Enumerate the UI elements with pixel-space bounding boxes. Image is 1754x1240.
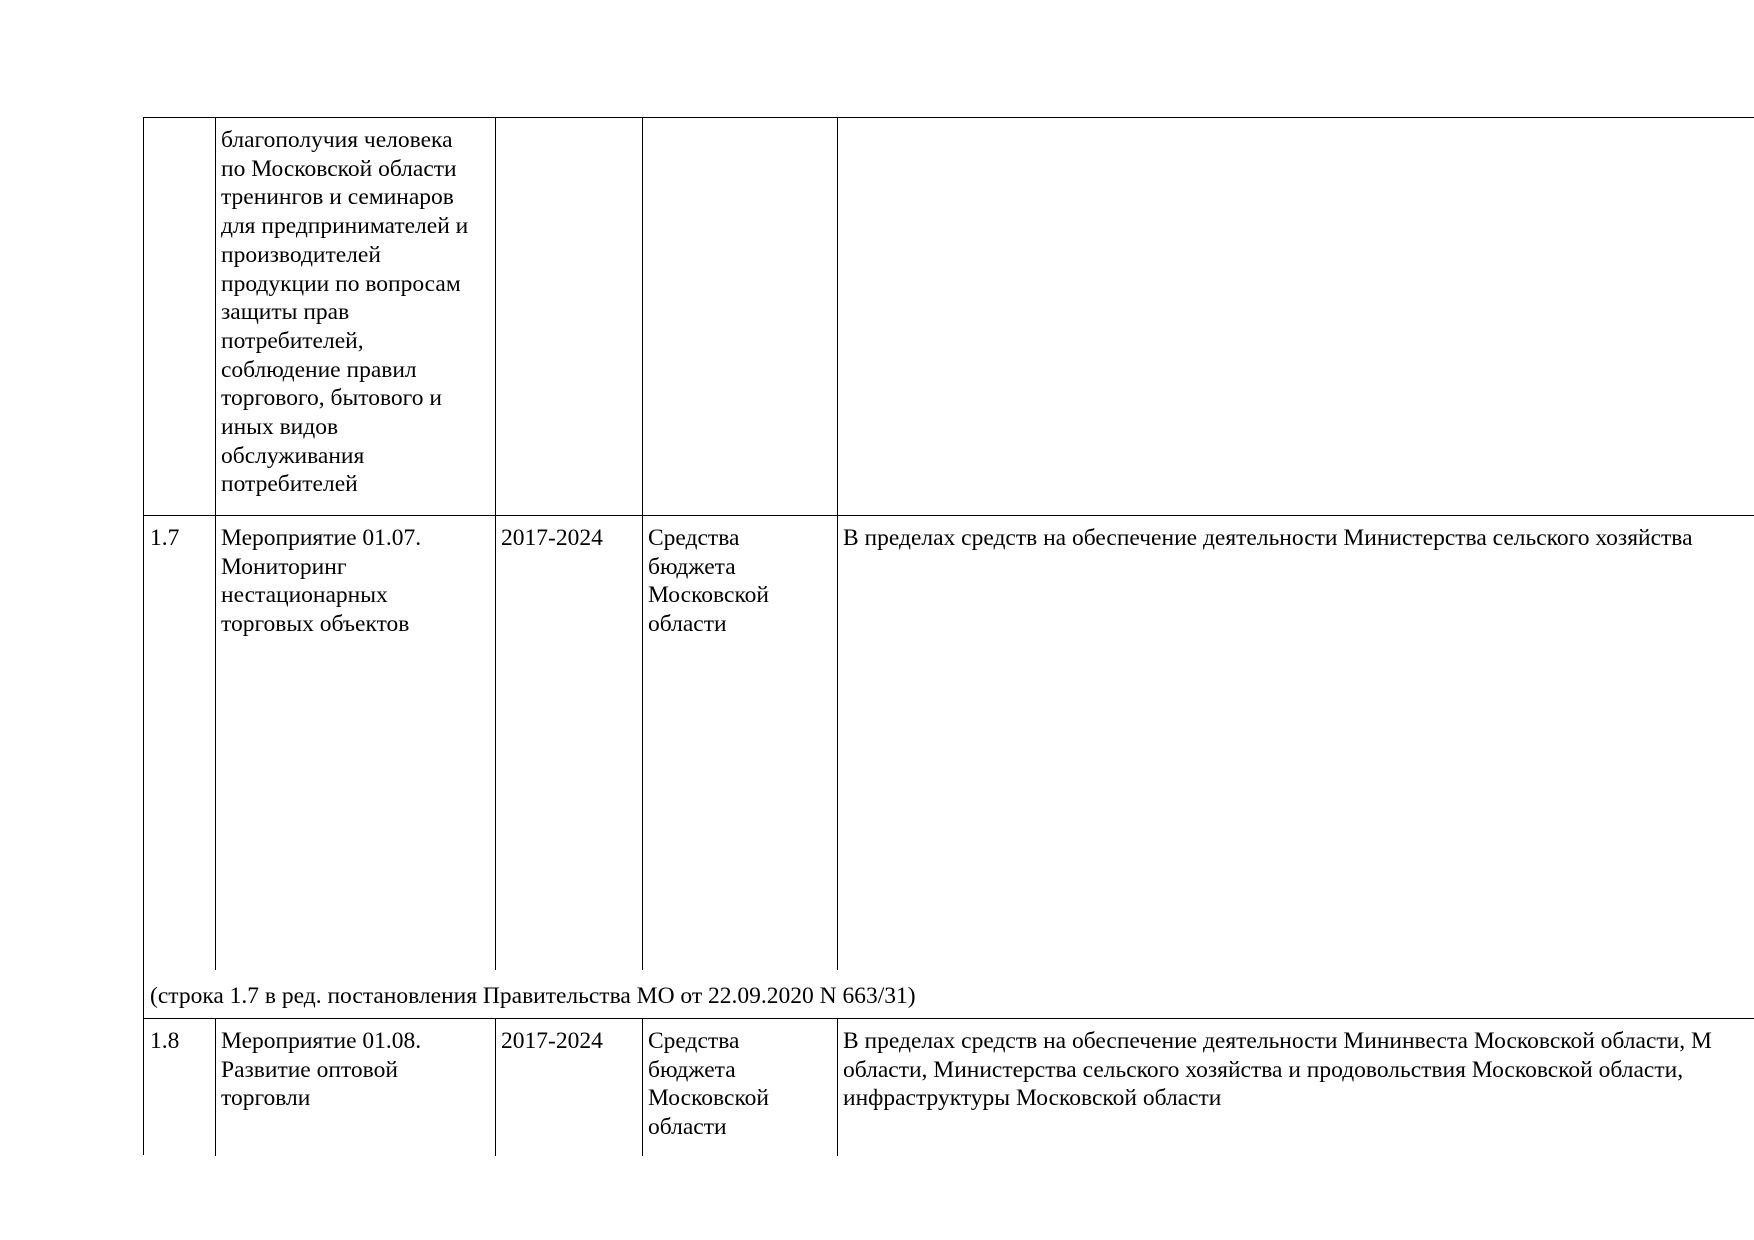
column-divider xyxy=(642,118,643,516)
column-divider xyxy=(495,1019,496,1156)
column-divider xyxy=(642,516,643,970)
activity-name: благополучия человека по Московской области тренингов и семинаров для предпринимателей и производителей продукции по вопросам защиты прав потребителей, соблюдение правил торгового, бытового и иных видов обслуживания потребителей xyxy=(221,127,469,498)
table-row-continued xyxy=(144,118,1754,516)
activity-period xyxy=(495,118,642,126)
funding-source: Средства бюджета Московской области xyxy=(648,525,769,638)
activity-name: Мероприятие 01.07. Мониторинг нестационарных торговых объектов xyxy=(221,525,422,638)
edition-note: (строка 1.7 в ред. постановления Правительства МО от 22.09.2020 N 663/31) xyxy=(150,983,916,1009)
funding-description: В пределах средств на обеспечение деятельности Министерства сельского хозяйства xyxy=(843,525,1693,551)
funding-source xyxy=(642,118,837,126)
row-number: 1.7 xyxy=(150,525,180,551)
column-divider xyxy=(215,1019,216,1156)
column-divider xyxy=(215,516,216,970)
row-number: 1.8 xyxy=(150,1028,180,1054)
column-divider xyxy=(495,118,496,516)
program-activities-table xyxy=(143,117,1754,1155)
activity-name: Мероприятие 01.08. Развитие оптовой торговли xyxy=(221,1028,422,1112)
column-divider xyxy=(642,1019,643,1156)
column-divider xyxy=(495,516,496,970)
activity-period: 2017-2024 xyxy=(501,1028,603,1054)
table-row-1-8 xyxy=(144,1019,1754,1156)
table-row-1-7 xyxy=(144,516,1754,1086)
funding-source: Средства бюджета Московской области xyxy=(648,1028,769,1141)
funding-description: В пределах средств на обеспечение деятельности Мининвеста Московской области, М области, Министерства сельского хозяйства и продовольствия Московской области, инфраструктуры Московской области xyxy=(843,1028,1712,1112)
row-number xyxy=(144,118,215,126)
column-divider xyxy=(837,118,838,516)
activity-period: 2017-2024 xyxy=(501,525,603,551)
column-divider xyxy=(215,118,216,516)
column-divider xyxy=(837,516,838,970)
funding-description xyxy=(837,118,1754,126)
column-divider xyxy=(837,1019,838,1156)
